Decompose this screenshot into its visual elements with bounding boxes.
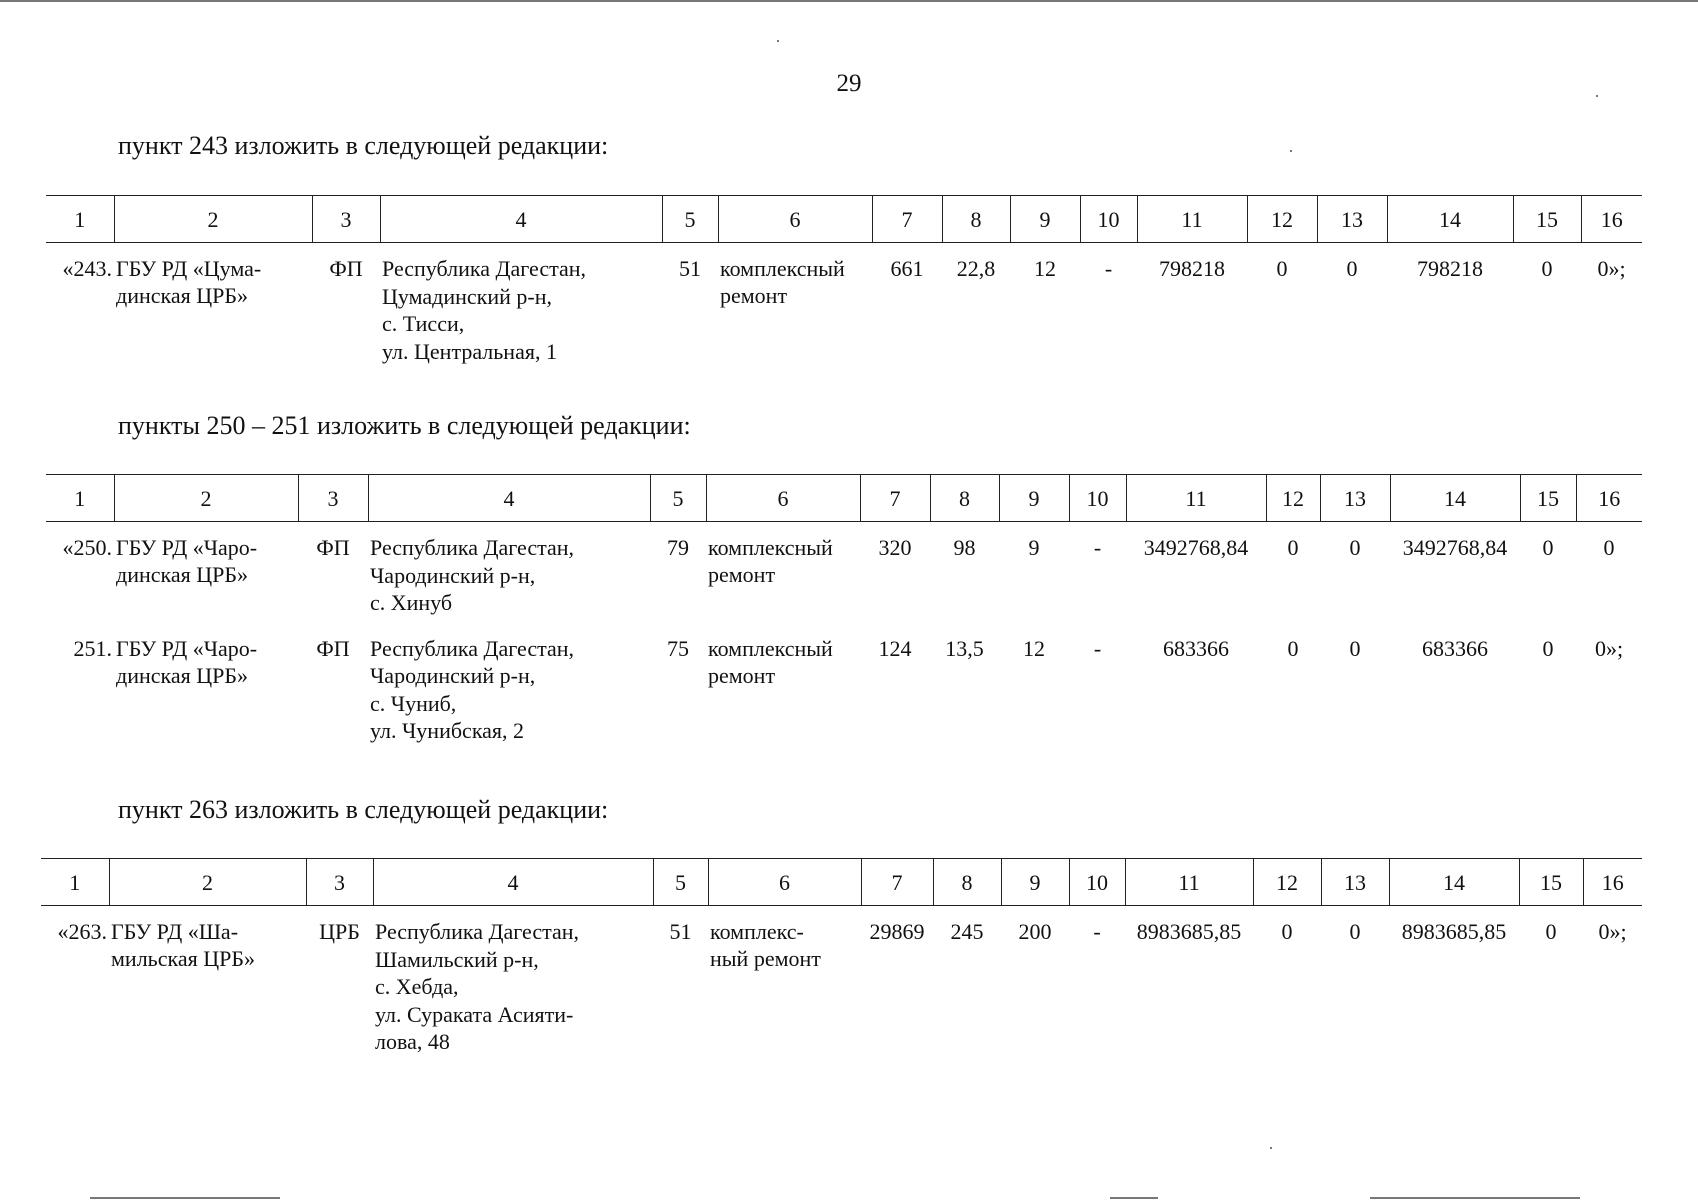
col-7-value: 29869 bbox=[869, 919, 925, 944]
column-header: 3 bbox=[306, 859, 373, 906]
col-9-value: 9 bbox=[1028, 535, 1040, 560]
col-14-value: 3492768,84 bbox=[1402, 535, 1508, 560]
organization-name bbox=[109, 906, 306, 1056]
column-header: 11 bbox=[1126, 475, 1266, 522]
column-header: 16 bbox=[1581, 196, 1642, 243]
column-header: 3 bbox=[312, 196, 380, 243]
col-5-value: 51 bbox=[669, 919, 692, 944]
work-type bbox=[718, 243, 872, 366]
amendment-table bbox=[46, 195, 1642, 365]
column-header: 10 bbox=[1069, 859, 1125, 906]
column-header: 13 bbox=[1317, 196, 1387, 243]
work-type-line: комплекс- bbox=[710, 919, 804, 944]
facility-address bbox=[368, 617, 650, 745]
facility-address-line: Шамильский р-н, bbox=[375, 946, 539, 972]
column-header: 10 bbox=[1069, 475, 1126, 522]
column-header: 15 bbox=[1520, 475, 1576, 522]
row-number: 251. bbox=[73, 635, 112, 661]
col-9-value: 12 bbox=[1034, 256, 1056, 281]
col-13-value: 0 bbox=[1349, 635, 1361, 661]
facility-address bbox=[373, 906, 653, 1056]
column-header: 3 bbox=[298, 475, 368, 522]
scan-speck bbox=[1596, 95, 1598, 97]
col-9-value: 200 bbox=[1018, 919, 1052, 944]
organization-name bbox=[114, 243, 312, 366]
work-type bbox=[708, 906, 861, 1056]
scan-edge-bottom bbox=[1110, 1197, 1158, 1199]
col-13-value: 0 bbox=[1349, 919, 1361, 944]
col-14-value: 8983685,85 bbox=[1401, 919, 1507, 944]
col-16-value: 0»; bbox=[1594, 635, 1624, 661]
organization-name-line: ГБУ РД «Ша- bbox=[111, 919, 239, 944]
facility-type: ФП bbox=[316, 635, 350, 661]
col-5-value: 51 bbox=[679, 256, 701, 281]
column-header: 4 bbox=[368, 475, 650, 522]
col-7-value: 661 bbox=[890, 256, 924, 281]
work-type-line: комплексный bbox=[708, 535, 833, 560]
column-header: 5 bbox=[653, 859, 708, 906]
column-header: 7 bbox=[872, 196, 942, 243]
section-heading: пункт 243 изложить в следующей редакции: bbox=[118, 131, 609, 160]
column-header: 16 bbox=[1583, 859, 1642, 906]
section-heading: пункт 263 изложить в следующей редакции: bbox=[118, 795, 609, 824]
header-row bbox=[41, 859, 1642, 906]
facility-type: ФП bbox=[329, 256, 363, 281]
work-type-line: ремонт bbox=[708, 562, 776, 587]
work-type-line: комплексный bbox=[708, 635, 833, 661]
column-header: 14 bbox=[1387, 196, 1513, 243]
facility-type: ФП bbox=[316, 535, 350, 560]
column-header: 1 bbox=[46, 475, 114, 522]
col-12-value: 0 bbox=[1281, 919, 1293, 944]
work-type-line: комплексный bbox=[720, 256, 845, 281]
column-header: 9 bbox=[1001, 859, 1069, 906]
col-10-value: - bbox=[1093, 535, 1102, 560]
work-type-line: ремонт bbox=[720, 283, 788, 308]
facility-address-line: с. Хинуб bbox=[370, 590, 453, 615]
col-8-value: 22,8 bbox=[956, 256, 996, 281]
col-7-value: 124 bbox=[878, 635, 912, 661]
col-8-value: 245 bbox=[950, 919, 984, 944]
col-15-value: 0 bbox=[1542, 635, 1554, 661]
organization-name-line: динская ЦРБ» bbox=[116, 283, 248, 308]
scan-speck bbox=[1270, 1147, 1272, 1149]
col-12-value: 0 bbox=[1287, 535, 1299, 560]
column-header: 14 bbox=[1389, 859, 1519, 906]
header-row bbox=[46, 196, 1642, 243]
column-header: 8 bbox=[930, 475, 999, 522]
column-header: 9 bbox=[1010, 196, 1080, 243]
facility-address-line: Республика Дагестан, bbox=[370, 635, 575, 661]
organization-name-line: ГБУ РД «Цума- bbox=[116, 256, 262, 281]
column-header: 6 bbox=[718, 196, 872, 243]
col-14-value: 798218 bbox=[1417, 256, 1483, 281]
organization-name-line: мильская ЦРБ» bbox=[111, 946, 255, 971]
column-header: 12 bbox=[1266, 475, 1320, 522]
column-header: 6 bbox=[706, 475, 860, 522]
col-16-value: 0 bbox=[1603, 535, 1615, 560]
column-header: 2 bbox=[114, 475, 298, 522]
row-number: «243. bbox=[62, 256, 112, 281]
column-header: 15 bbox=[1519, 859, 1583, 906]
col-10-value: - bbox=[1093, 919, 1101, 944]
work-type-line: ный ремонт bbox=[710, 946, 821, 971]
column-header: 8 bbox=[942, 196, 1010, 243]
organization-name-line: динская ЦРБ» bbox=[116, 662, 248, 688]
col-11-value: 3492768,84 bbox=[1143, 535, 1249, 560]
col-12-value: 0 bbox=[1276, 256, 1288, 281]
row-number: «263. bbox=[57, 919, 107, 944]
column-header: 5 bbox=[650, 475, 706, 522]
facility-address-line: Чародинский р-н, bbox=[370, 663, 536, 688]
facility-address-line: Чародинский р-н, bbox=[370, 562, 536, 588]
table-row bbox=[46, 243, 1642, 366]
amendment-table bbox=[41, 858, 1642, 1056]
col-11-value: 798218 bbox=[1159, 256, 1225, 281]
facility-address-line: Республика Дагестан, bbox=[370, 535, 575, 560]
column-header: 1 bbox=[41, 859, 109, 906]
facility-address-line: с. Тисси, bbox=[382, 311, 465, 336]
section-heading: пункты 250 – 251 изложить в следующей редакции: bbox=[118, 411, 691, 440]
col-9-value: 12 bbox=[1023, 635, 1045, 661]
facility-address-line: Республика Дагестан, bbox=[382, 256, 587, 281]
col-13-value: 0 bbox=[1346, 256, 1358, 281]
facility-address-line: Цумадинский р-н, bbox=[382, 283, 552, 309]
col-12-value: 0 bbox=[1287, 635, 1299, 661]
work-type-line: ремонт bbox=[708, 662, 776, 688]
facility-address-line: лова, 48 bbox=[375, 1029, 450, 1054]
col-13-value: 0 bbox=[1349, 535, 1361, 560]
col-16-value: 0»; bbox=[1598, 919, 1627, 944]
col-15-value: 0 bbox=[1541, 256, 1553, 281]
column-header: 10 bbox=[1080, 196, 1137, 243]
col-15-value: 0 bbox=[1542, 535, 1554, 560]
organization-name bbox=[114, 522, 298, 617]
facility-address-line: ул. Сураката Асияти- bbox=[375, 1001, 574, 1027]
table-row bbox=[46, 617, 1642, 745]
header-row bbox=[46, 475, 1642, 522]
col-16-value: 0»; bbox=[1597, 256, 1626, 281]
column-header: 12 bbox=[1253, 859, 1321, 906]
col-15-value: 0 bbox=[1545, 919, 1557, 944]
scan-edge-top bbox=[0, 0, 1698, 2]
facility-address-line: с. Чуниб, bbox=[370, 690, 457, 716]
column-header: 11 bbox=[1125, 859, 1253, 906]
facility-address bbox=[380, 243, 662, 366]
col-8-value: 98 bbox=[953, 535, 976, 560]
facility-type: ЦРБ bbox=[319, 919, 360, 944]
column-header: 6 bbox=[708, 859, 861, 906]
column-header: 9 bbox=[999, 475, 1069, 522]
col-14-value: 683366 bbox=[1422, 635, 1488, 661]
organization-name-line: динская ЦРБ» bbox=[116, 562, 248, 587]
column-header: 4 bbox=[380, 196, 662, 243]
organization-name-line: ГБУ РД «Чаро- bbox=[116, 635, 258, 661]
column-header: 13 bbox=[1320, 475, 1390, 522]
page-number: 29 bbox=[836, 70, 862, 97]
work-type bbox=[706, 617, 860, 745]
table-row bbox=[41, 906, 1642, 1056]
column-header: 14 bbox=[1390, 475, 1520, 522]
column-header: 15 bbox=[1513, 196, 1581, 243]
scan-speck bbox=[1290, 150, 1292, 152]
amendment-table bbox=[46, 474, 1642, 745]
col-11-value: 8983685,85 bbox=[1136, 919, 1242, 944]
column-header: 7 bbox=[860, 475, 930, 522]
facility-address bbox=[368, 522, 650, 617]
scan-speck bbox=[777, 40, 779, 42]
column-header: 4 bbox=[373, 859, 653, 906]
col-5-value: 75 bbox=[667, 635, 689, 661]
col-10-value: - bbox=[1104, 256, 1113, 281]
col-7-value: 320 bbox=[878, 535, 912, 560]
facility-address-line: Республика Дагестан, bbox=[375, 919, 580, 944]
col-8-value: 13,5 bbox=[945, 635, 984, 661]
row-number: «250. bbox=[62, 535, 112, 560]
column-header: 1 bbox=[46, 196, 114, 243]
column-header: 11 bbox=[1137, 196, 1247, 243]
facility-address-line: ул. Чунибская, 2 bbox=[370, 718, 525, 743]
column-header: 12 bbox=[1247, 196, 1317, 243]
scan-edge-bottom bbox=[90, 1197, 280, 1199]
facility-address-line: с. Хебда, bbox=[375, 974, 459, 999]
work-type bbox=[706, 522, 860, 617]
column-header: 13 bbox=[1321, 859, 1389, 906]
organization-name-line: ГБУ РД «Чаро- bbox=[116, 535, 258, 560]
col-11-value: 683366 bbox=[1163, 635, 1229, 661]
col-5-value: 79 bbox=[667, 535, 689, 560]
column-header: 8 bbox=[933, 859, 1001, 906]
scan-edge-bottom bbox=[1370, 1197, 1580, 1199]
column-header: 5 bbox=[662, 196, 718, 243]
col-10-value: - bbox=[1093, 635, 1102, 661]
column-header: 2 bbox=[109, 859, 306, 906]
column-header: 2 bbox=[114, 196, 312, 243]
table-row bbox=[46, 522, 1642, 617]
facility-address-line: ул. Центральная, 1 bbox=[382, 338, 557, 364]
column-header: 7 bbox=[861, 859, 933, 906]
column-header: 16 bbox=[1576, 475, 1642, 522]
organization-name bbox=[114, 617, 298, 745]
